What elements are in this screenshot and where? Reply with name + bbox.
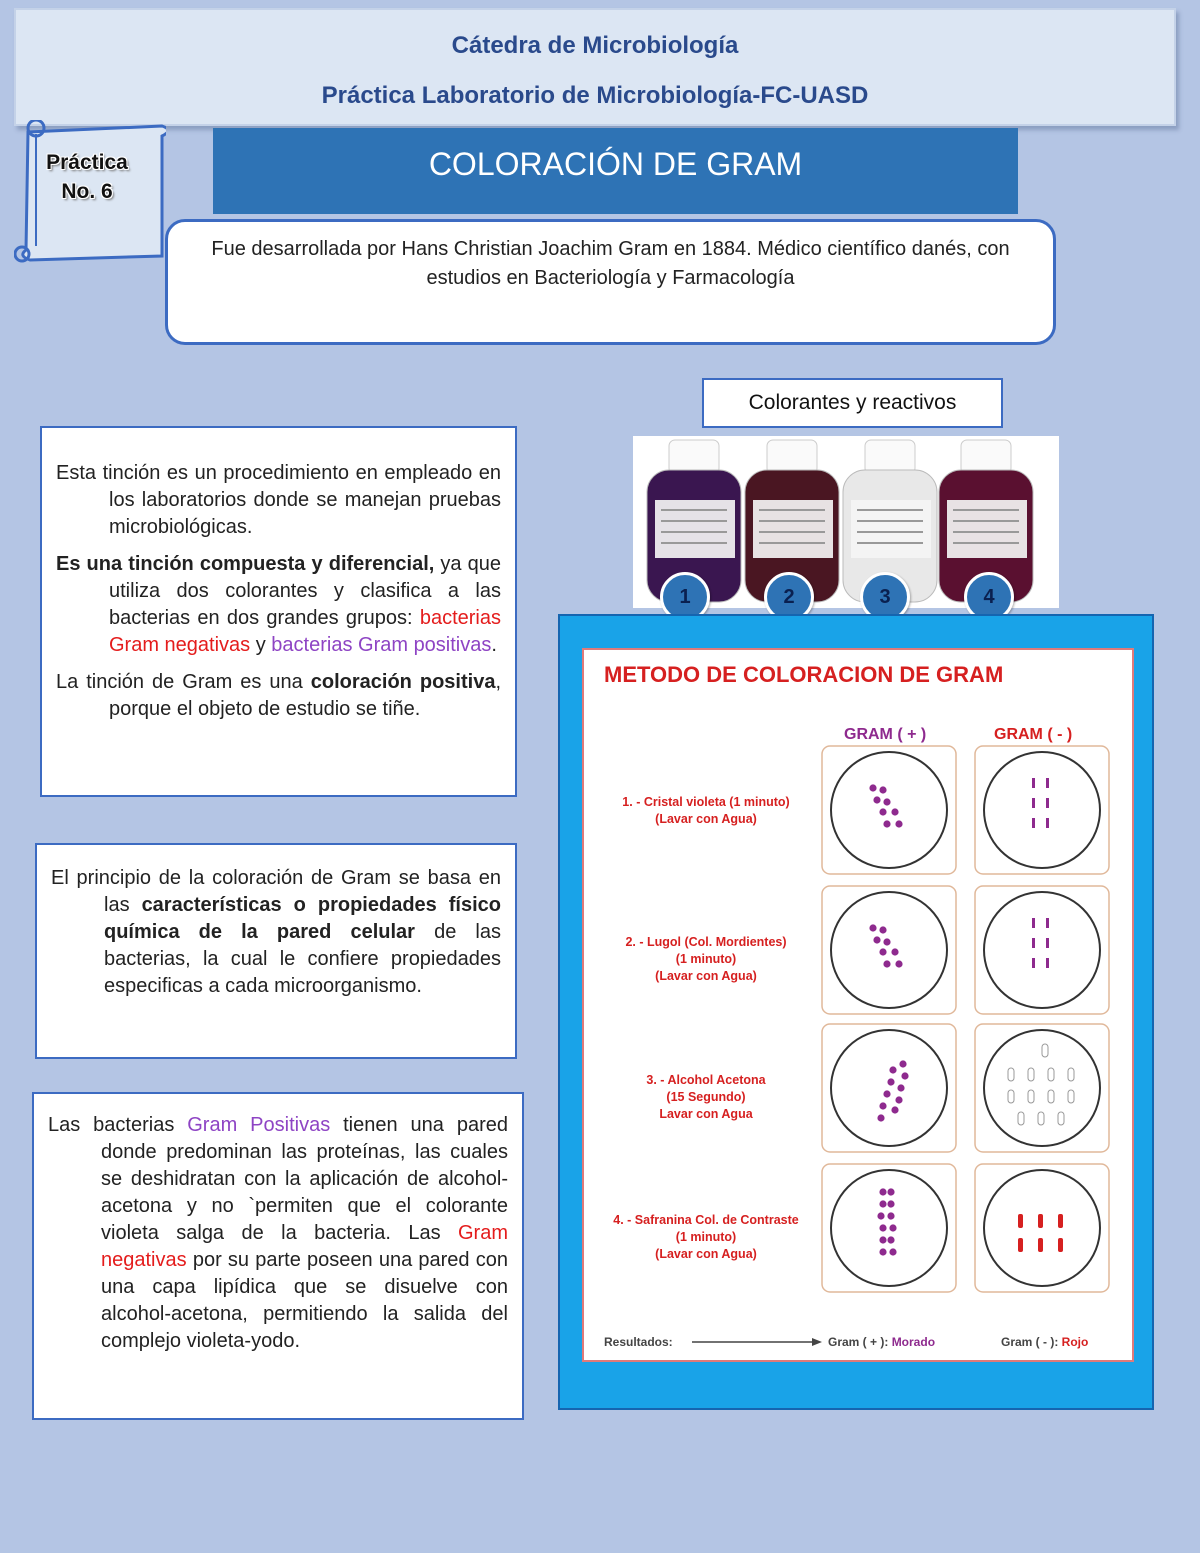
coccus-dot	[883, 938, 890, 945]
paragraph: Las bacterias Gram Positivas tienen una pared donde predominan las proteínas, las cuales se deshidratan con la aplicación de alcohol-acetona y no `permiten que el colorante violeta salga de la bacteria. Las Gram negativas por su parte poseen una pared con una capa lipídica que se disuelve con alcohol-acetona, permitiendo la salida del complejo violeta-yodo.	[48, 1114, 508, 1352]
bacillus	[1046, 778, 1049, 788]
bacillus	[1038, 1214, 1043, 1228]
bottle-number-2: 2	[764, 572, 814, 622]
coccus-dot	[879, 1236, 886, 1243]
coccus-dot	[869, 784, 876, 791]
step-label: 2. - Lugol (Col. Mordientes)	[625, 935, 787, 949]
bacillus	[1032, 938, 1035, 948]
bottle-number-3: 3	[860, 572, 910, 622]
coccus-dot	[879, 1200, 886, 1207]
bacillus	[1058, 1214, 1063, 1228]
bacillus	[1018, 1214, 1023, 1228]
coccus-dot	[891, 948, 898, 955]
info-box-bacterias	[32, 1092, 524, 1420]
results-label: Resultados:	[604, 1335, 673, 1349]
coccus-dot	[879, 1224, 886, 1231]
coccus-dot	[883, 820, 890, 827]
header-banner	[14, 8, 1176, 126]
step-label: (15 Segundo)	[666, 1090, 746, 1104]
coccus-dot	[901, 1072, 908, 1079]
bottle-cap	[669, 440, 719, 474]
coccus-dot	[877, 1114, 884, 1121]
coccus-dot	[891, 808, 898, 815]
bottle-label	[753, 500, 833, 558]
coccus-dot	[883, 960, 890, 967]
reactivos-label: Colorantes y reactivos	[702, 378, 1003, 428]
cell-gram-positive	[822, 886, 956, 1014]
coccus-dot	[883, 798, 890, 805]
arrow-head-icon	[812, 1338, 822, 1346]
coccus-dot	[887, 1236, 894, 1243]
coccus-dot	[889, 1224, 896, 1231]
coccus-dot	[873, 936, 880, 943]
bacillus	[1032, 818, 1035, 828]
header-subtitle: Práctica Laboratorio de Microbiología-FC-UASD	[321, 82, 869, 109]
bacillus	[1018, 1238, 1023, 1252]
practice-number: Práctica No. 6	[46, 151, 128, 203]
bottle-number-1: 1	[660, 572, 710, 622]
practice-scroll	[14, 120, 166, 268]
bottle-number-4: 4	[964, 572, 1014, 622]
info-box-principio	[35, 843, 517, 1059]
coccus-dot	[891, 1106, 898, 1113]
paragraph: Es una tinción compuesta y diferencial, ya que utiliza dos colorantes y clasifica a las bacterias en dos grandes grupos: bacterias Gram negativas y bacterias Gram positivas.	[56, 553, 502, 656]
coccus-dot	[887, 1212, 894, 1219]
cell-gram-negative	[975, 886, 1109, 1014]
cell-gram-positive	[822, 1164, 956, 1292]
cell-gram-positive	[822, 746, 956, 874]
paragraph: Esta tinción es un procedimiento en empleado en los laboratorios donde se manejan pruebas microbiológicas.	[56, 462, 501, 538]
bacillus	[1058, 1238, 1063, 1252]
bacillus	[1046, 818, 1049, 828]
coccus-dot	[889, 1248, 896, 1255]
coccus-dot	[887, 1188, 894, 1195]
gram-method-panel	[558, 614, 1154, 1410]
bacillus	[1032, 778, 1035, 788]
bottle-label	[655, 500, 735, 558]
coccus-dot	[883, 1090, 890, 1097]
intro-box: Fue desarrollada por Hans Christian Joachim Gram en 1884. Médico científico danés, con estudios en Bacteriología y Farmacología	[165, 219, 1056, 345]
coccus-dot	[895, 960, 902, 967]
bacillus	[1032, 798, 1035, 808]
coccus-dot	[897, 1084, 904, 1091]
result-pos: Gram ( + ): Morado	[828, 1335, 936, 1349]
chart-drawing	[584, 650, 1132, 1360]
step-label: (Lavar con Agua)	[655, 812, 757, 826]
bottle-label	[851, 500, 931, 558]
bacillus	[1038, 1238, 1043, 1252]
bottle-cap	[865, 440, 915, 474]
gram-method-chart	[582, 648, 1134, 1362]
coccus-dot	[879, 1248, 886, 1255]
coccus-dot	[879, 1188, 886, 1195]
bacillus	[1032, 918, 1035, 928]
step-label: (Lavar con Agua)	[655, 1247, 757, 1261]
coccus-dot	[887, 1200, 894, 1207]
cell-gram-negative	[975, 1164, 1109, 1292]
coccus-dot	[895, 1096, 902, 1103]
bacillus	[1046, 938, 1049, 948]
coccus-dot	[879, 808, 886, 815]
coccus-dot	[889, 1066, 896, 1073]
coccus-dot	[877, 1212, 884, 1219]
coccus-dot	[879, 926, 886, 933]
col-header-pos: GRAM ( + )	[844, 726, 927, 743]
bottle-label	[947, 500, 1027, 558]
paragraph: El principio de la coloración de Gram se basa en las características o propiedades físico química de la pared celular de las bacterias, la cual le confiere propiedades especificas a cada microorganismo.	[51, 867, 501, 997]
coccus-dot	[899, 1060, 906, 1067]
step-label: Lavar con Agua	[659, 1107, 753, 1121]
bacillus	[1046, 918, 1049, 928]
bacillus	[1032, 958, 1035, 968]
bacillus	[1046, 958, 1049, 968]
info-box-tincion	[40, 426, 517, 797]
coccus-dot	[895, 820, 902, 827]
coccus-dot	[873, 796, 880, 803]
paragraph: La tinción de Gram es una coloración positiva, porque el objeto de estudio se tiñe.	[56, 671, 502, 720]
step-label: (Lavar con Agua)	[655, 969, 757, 983]
step-label: (1 minuto)	[675, 952, 737, 966]
col-header-neg: GRAM ( - )	[994, 726, 1073, 743]
coccus-dot	[879, 786, 886, 793]
coccus-dot	[879, 948, 886, 955]
cell-gram-positive	[822, 1024, 956, 1152]
bottle-cap	[767, 440, 817, 474]
bacillus	[1046, 798, 1049, 808]
coccus-dot	[887, 1078, 894, 1085]
coccus-dot	[879, 1102, 886, 1109]
step-label: (1 minuto)	[675, 1230, 737, 1244]
result-neg: Gram ( - ): Rojo	[1001, 1335, 1089, 1349]
step-label: 4. - Safranina Col. de Contraste	[613, 1213, 799, 1227]
coccus-dot	[869, 924, 876, 931]
step-label: 1. - Cristal violeta (1 minuto)	[622, 795, 790, 809]
cell-gram-negative	[975, 1024, 1109, 1152]
cell-gram-negative	[975, 746, 1109, 874]
page-title: COLORACIÓN DE GRAM	[213, 128, 1018, 214]
step-label: 3. - Alcohol Acetona	[646, 1073, 766, 1087]
header-title: Cátedra de Microbiología	[451, 32, 739, 59]
chart-title: METODO DE COLORACION DE GRAM	[604, 662, 1004, 687]
bottle-cap	[961, 440, 1011, 474]
